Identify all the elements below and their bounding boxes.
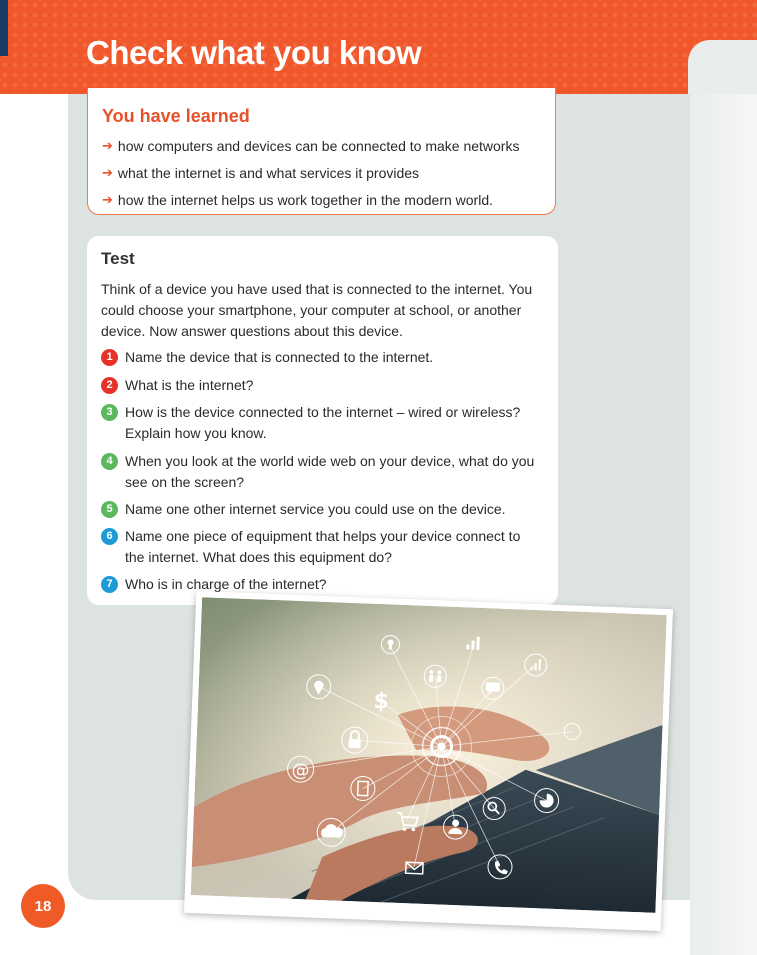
question-number-badge: 4 (101, 453, 118, 470)
internet-photo (191, 597, 667, 913)
question-item (101, 375, 541, 396)
test-box (87, 236, 558, 605)
learned-item-text: how the internet helps us work together in the modern world. (117, 191, 494, 208)
question-number-badge: 2 (101, 377, 118, 394)
learned-item (102, 186, 519, 213)
chapter-tab (0, 0, 8, 56)
question-item (101, 347, 541, 368)
learned-title: You have learned (102, 106, 250, 126)
svg-text:$: $ (373, 688, 390, 715)
question-number-badge: 5 (101, 501, 118, 518)
question-number-badge: 7 (101, 576, 118, 593)
question-text: What is the internet? (125, 377, 254, 393)
test-title: Test (101, 249, 135, 268)
header-notch (688, 40, 757, 94)
learned-item-text: how computers and devices can be connected to make networks (117, 137, 520, 154)
learned-box (87, 88, 556, 215)
learned-list (102, 132, 519, 213)
question-text: Name the device that is connected to the internet. (125, 349, 434, 365)
question-number-badge: 3 (101, 404, 118, 421)
svg-text:@: @ (291, 759, 310, 782)
learned-item-text: what the internet is and what services it provides (117, 164, 420, 181)
question-item (101, 451, 541, 493)
question-text: Name one piece of equipment that helps your device connect to the internet. What does this equipment do? (125, 528, 521, 565)
learned-item (102, 132, 519, 159)
facing-page-edge (690, 40, 757, 955)
question-text: How is the device connected to the internet – wired or wireless? Explain how you know. (125, 404, 521, 441)
question-item (101, 526, 541, 568)
question-item (101, 499, 541, 520)
question-item (101, 402, 541, 444)
question-text: When you look at the world wide web on your device, what do you see on the screen? (125, 453, 535, 490)
question-text: Name one other internet service you could use on the device. (125, 501, 506, 517)
page-title: Check what you know (86, 34, 422, 71)
photo-frame (184, 591, 673, 931)
arrow-icon: ➔ (102, 137, 113, 153)
test-intro: Think of a device you have used that is connected to the internet. You could choose your smartphone, your computer at school, or another device. Now answer questions about this device. (101, 281, 533, 339)
page-number: 18 (21, 884, 65, 928)
learned-item (102, 159, 519, 186)
question-number-badge: 1 (101, 349, 118, 366)
dollar-icon (373, 689, 389, 715)
question-text: Who is in charge of the internet? (125, 576, 327, 592)
arrow-icon: ➔ (102, 164, 113, 180)
arrow-icon: ➔ (102, 191, 113, 207)
question-number-badge: 6 (101, 528, 118, 545)
question-item (101, 574, 541, 595)
